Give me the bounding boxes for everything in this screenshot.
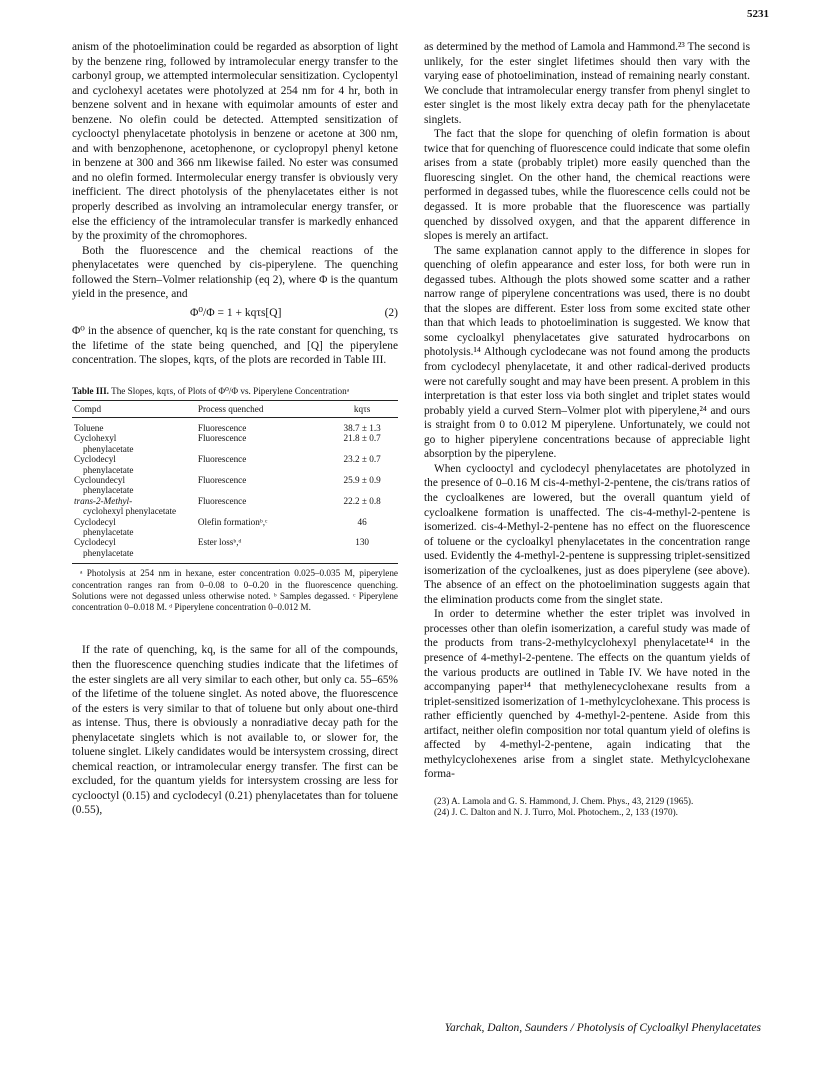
equation-formula: Φ⁰/Φ = 1 + kqτs[Q]: [190, 306, 282, 319]
cell-value: 23.2 ± 0.7: [343, 454, 381, 465]
table-row: [72, 475, 398, 496]
cell-process: Olefin formationᵇ,ᶜ: [197, 516, 268, 527]
table-row: [72, 517, 398, 538]
cell-value: 22.2 ± 0.8: [343, 495, 381, 506]
table-caption: [72, 386, 398, 398]
data-table: [72, 400, 398, 565]
cell-process: Ester lossᵇ,ᵈ: [196, 537, 326, 563]
cell-compd: Cycloundecyl: [74, 474, 126, 485]
cell-process: Fluorescence: [197, 454, 247, 465]
table-header-row: [72, 400, 398, 417]
paragraph: If the rate of quenching, kq, is the same for all of the compounds, then the fluorescence quenching studies indicate that the lifetimes of the ester singlets are all very similar to each other, but only ca. 55–65% of the lifetime of the toluene singlet. As noted above, the fluorescence of the esters is very similar to that of toluene but only about one-third as intense. Thus, there is obviously a nonradiative decay path for the phenylacetate singlets which is not available to, or slower for, the toluene singlet. Likely candidates would be intersystem crossing, direct chemical reaction, or intramolecular energy transfer. The first can be excluded, for the quantum yields for intersystem crossing are less for cyclooctyl (0.15) and cyclodecyl (0.21) phenylacetates than for toluene (0.55),: [72, 644, 398, 817]
table-header-slope: kqτs: [326, 400, 398, 417]
table-row: [72, 496, 398, 517]
paragraph: In order to determine whether the ester triplet was involved in processes other than olefin isomerization, a careful study was made of the products from trans-2-methylcyclohexyl phenylacetate¹⁴ in the presence of 4-methyl-2-pentene. The effects on the quantum yields of the various products are outlined in Table IV. We have noted in the accompanying paper¹⁴ that methylenecyclohexane results from a triplet-sensitized isomerization of 1-methylcyclohexane. This process is rather efficiently quenched by 4-methyl-2-pentene. Aside from this artifact, neither olefin composition nor total quantum yield of olefins is affected by 4-methyl-2-pentene, again indicating that the methylcyclohexenes arise from a singlet state. Methylcyclohexane forma-: [424, 608, 750, 781]
equation: [72, 306, 398, 321]
running-footer: Yarchak, Dalton, Saunders / Photolysis of Cycloalkyl Phenylacetates: [444, 1022, 761, 1034]
reference-item: (24) J. C. Dalton and N. J. Turro, Mol. Photochem., 2, 133 (1970).: [434, 807, 678, 818]
cell-value: 38.7 ± 1.3: [343, 422, 381, 433]
cell-process: Fluorescence: [197, 495, 247, 506]
cell-process: Fluorescence: [197, 422, 247, 433]
table-header-compd: Compd: [72, 400, 196, 417]
table-row: [72, 417, 398, 433]
cell-compd: Cyclodecyl: [74, 537, 116, 548]
cell-compd-cont: phenylacetate: [83, 527, 134, 537]
cell-process: Fluorescence: [197, 474, 247, 485]
cell-process: Fluorescence: [197, 433, 247, 444]
paragraph: Both the fluorescence and the chemical reactions of the phenylacetates were quenched by cis-piperylene. The quenching followed the Stern–Volmer relationship (eq 2), where Φ is the quantum yield in the presence, and: [72, 244, 398, 301]
right-column: [424, 40, 750, 819]
cell-compd-cont: cyclohexyl phenylacetate: [83, 506, 177, 517]
reference-item: (23) A. Lamola and G. S. Hammond, J. Chem. Phys., 43, 2129 (1965).: [434, 795, 694, 806]
table-row: [72, 433, 398, 454]
references: [424, 796, 750, 819]
cell-compd: Cyclodecyl: [74, 516, 116, 527]
paragraph: anism of the photoelimination could be regarded as absorption of light by the benzene ring, followed by intramolecular energy transfer to the carbonyl group, we attempted intermolecular sensitization. Cyclopentyl and cyclohexyl acetates were photolyzed at 254 nm for 4 hr, both in benzene solvent and in hexane with equimolar amounts of ester and benzene. No olefin could be detected. Attempted sensitization of cyclooctyl phenylacetate photolysis in benzene or acetone at 300 nm, and with benzophenone, acetophenone, or cyclopropyl phenyl ketone in benzene at 300 and 366 nm likewise failed. No ester was consumed and no olefin formed. Intermolecular energy transfer is obviously very inefficient. The direct photolysis of the phenylacetates either is not properly described as involving an intramolecular energy transfer, or else the efficiency of the intramolecular transfer is markedly enhanced by the proximity of the chromophores.: [72, 41, 398, 243]
table-label: Table III.: [72, 386, 109, 397]
table-caption-text: The Slopes, kqτs, of Plots of Φ⁰/Φ vs. Piperylene Concentrationᵃ: [111, 386, 350, 397]
table-row: [72, 454, 398, 475]
left-column: [72, 40, 398, 818]
table-footnote: ᵃ Photolysis at 254 nm in hexane, ester concentration 0.025–0.035 M, piperylene concentration ranges ran from 0–0.08 to 0–0.20 in the fluorescence quenching. Solutions were not degassed unless otherwise noted. ᵇ Samples degassed. ᶜ Piperylene concentration 0–0.018 M. ᵈ Piperylene concentration 0–0.012 M.: [72, 568, 398, 613]
cell-value: 130: [326, 537, 398, 563]
cell-value: 21.8 ± 0.7: [343, 433, 381, 444]
cell-compd-cont: phenylacetate: [83, 464, 134, 475]
paragraph: The fact that the slope for quenching of olefin formation is about twice that for quenching of fluorescence could indicate that some olefin arises from a state (probably triplet) more easily quenched than the fluorescing singlet. On the other hand, the chemical reactions were performed in degassed tubes, while the fluorescence cells could not be degassed. It is more probable that the fluorescence was partially quenched by dissolved oxygen, and that the apparent difference in slopes is merely an artifact.: [424, 128, 750, 243]
paragraph: as determined by the method of Lamola and Hammond.²³ The second is unlikely, for the ester singlet lifetimes should then vary with the varying ease of photoelimination, instead of remaining nearly constant. We conclude that intramolecular energy transfer from phenyl singlet to ester singlet is the most likely extra decay path for the phenylacetate singlets.: [424, 41, 750, 126]
table-header-process: Process quenched: [196, 400, 326, 417]
cell-compd: Cyclodecyl: [74, 454, 116, 465]
paragraph: The same explanation cannot apply to the difference in slopes for quenching of olefin appearance and ester loss, for both were run in degassed tubes. Although the plots showed some scatter and a rather narrow range of piperylene concentrations was used, there is no doubt that the slopes are different. Ester loss from some excited state other than that which leads to photoelimination is suggested. We know that some cycloalkyl phenylacetates give saturated hydrocarbons on photolysis.¹⁴ Although cyclodecane was not found among the products from cyclodecyl phenylacetate, it and other radical-derived products were not carefully sought and may have been present. A problem in this interpretation is that ester loss via both singlet and triplet states would probably yield a curved Stern–Volmer plot with piperylene,²⁴ and ours is straight from 0 to 0.012 M piperylene. Unfortunately, we could not go to higher piperylene concentrations because of appreciable light absorption by the piperylene.: [424, 244, 750, 461]
cell-compd: Toluene: [74, 422, 104, 433]
table-row: [72, 537, 398, 563]
paragraph: When cyclooctyl and cyclodecyl phenylacetates are photolyzed in the presence of 0–0.16 M cis-4-methyl-2-pentene, the cis/trans ratios of the cycloalkenes are lowered, but the overall quantum yield of cycloalkene formation is unaffected. The cis-4-methyl-2-pentene is isomerized. cis-4-Methyl-2-pentene has no effect on the fluorescence of toluene or the cycloalkyl phenylacetates in the concentration range used. Evidently the 4-methyl-2-pentene is suppressing triplet-sensitized isomerization of the cycloalkenes, just as does piperylene (see above). The absence of an effect on the photoelimination suggests again that the elimination products come from the singlet state.: [424, 462, 750, 606]
cell-compd: trans-2-Methyl-: [74, 495, 133, 506]
cell-compd-cont: phenylacetate: [83, 443, 134, 454]
cell-value: 46: [357, 516, 367, 527]
page-number: 5231: [747, 8, 769, 20]
equation-number: (2): [384, 306, 398, 319]
cell-compd: Cyclohexyl: [74, 433, 117, 444]
cell-compd-cont: phenylacetate: [83, 485, 134, 496]
cell-compd-cont: phenylacetate: [83, 547, 134, 558]
paragraph: Φ⁰ in the absence of quencher, kq is the rate constant for quenching, τs the lifetime of the state being quenched, and [Q] the piperylene concentration. The slopes, kqτs, of the plots are recorded in Table III.: [72, 325, 398, 367]
cell-value: 25.9 ± 0.9: [343, 474, 381, 485]
